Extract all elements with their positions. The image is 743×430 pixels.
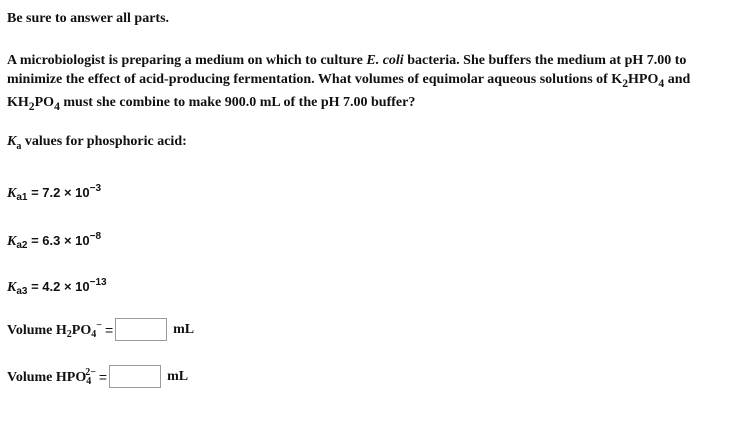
ka3-symbol: K	[7, 280, 17, 295]
question-part: and KH	[7, 72, 691, 110]
ka2-symbol: K	[7, 234, 17, 249]
label-text: Volume H	[7, 322, 67, 338]
charge-superscript: 2−	[85, 366, 96, 378]
label-text: Volume HPO	[7, 369, 87, 385]
ka1-exponent: −3	[89, 183, 102, 194]
organism-name: E. coli	[366, 53, 404, 68]
ka1-value	[7, 181, 101, 206]
equals-sign: =	[104, 321, 114, 338]
ka3-mantissa: = 4.2 × 10	[31, 279, 90, 294]
subscript: 4	[54, 99, 60, 113]
ka2-exponent: −8	[89, 231, 102, 242]
ka1-symbol: K	[7, 186, 17, 201]
subscript: 2	[622, 76, 629, 90]
ka2-mantissa: = 6.3 × 10	[31, 233, 90, 248]
volume-h2po4-input[interactable]	[115, 318, 167, 341]
equals-sign: =	[98, 368, 108, 385]
question-part: PO	[34, 94, 55, 110]
volume-hpo4-label	[7, 367, 96, 387]
ka3-exponent: −13	[89, 277, 107, 288]
subscript: 2	[28, 99, 35, 113]
subscript: 2	[66, 328, 72, 340]
ka1-subscript: a1	[16, 192, 28, 203]
ka-subscript: a	[16, 140, 22, 152]
ka1-mantissa: = 7.2 × 10	[31, 185, 90, 200]
ka2-value	[7, 229, 101, 254]
ka-heading	[7, 133, 187, 156]
subscript: 4	[91, 328, 97, 340]
question-part: bacteria. She buffers the medium at pH 7.00 to minimize the effect of acid-producing fermentation. What volumes of equimolar aqueous solutions of K	[7, 53, 687, 87]
unit-label: mL	[173, 321, 195, 337]
question-part: A microbiologist is preparing a medium on which to culture	[7, 53, 367, 68]
question-text	[7, 51, 737, 116]
ka-symbol: K	[7, 134, 17, 149]
label-text: PO	[71, 322, 92, 338]
volume-h2po4-label	[7, 320, 102, 340]
question-part: HPO	[628, 72, 659, 87]
unit-label: mL	[167, 368, 189, 384]
volume-hpo4-input[interactable]	[109, 365, 161, 388]
charge-superscript: −	[96, 319, 102, 331]
instructions-text: Be sure to answer all parts.	[7, 11, 170, 26]
ka3-value	[7, 275, 107, 300]
question-part: must she combine to make 900.0 mL of the pH 7.00 buffer?	[59, 94, 416, 110]
subscript: 4	[86, 375, 92, 387]
volume-hpo4-row	[7, 365, 188, 388]
ka3-subscript: a3	[16, 286, 28, 297]
subscript: 4	[658, 76, 665, 90]
ka2-subscript: a2	[16, 240, 28, 251]
volume-h2po4-row	[7, 318, 194, 341]
ka-heading-text: values for phosphoric acid:	[21, 134, 187, 149]
